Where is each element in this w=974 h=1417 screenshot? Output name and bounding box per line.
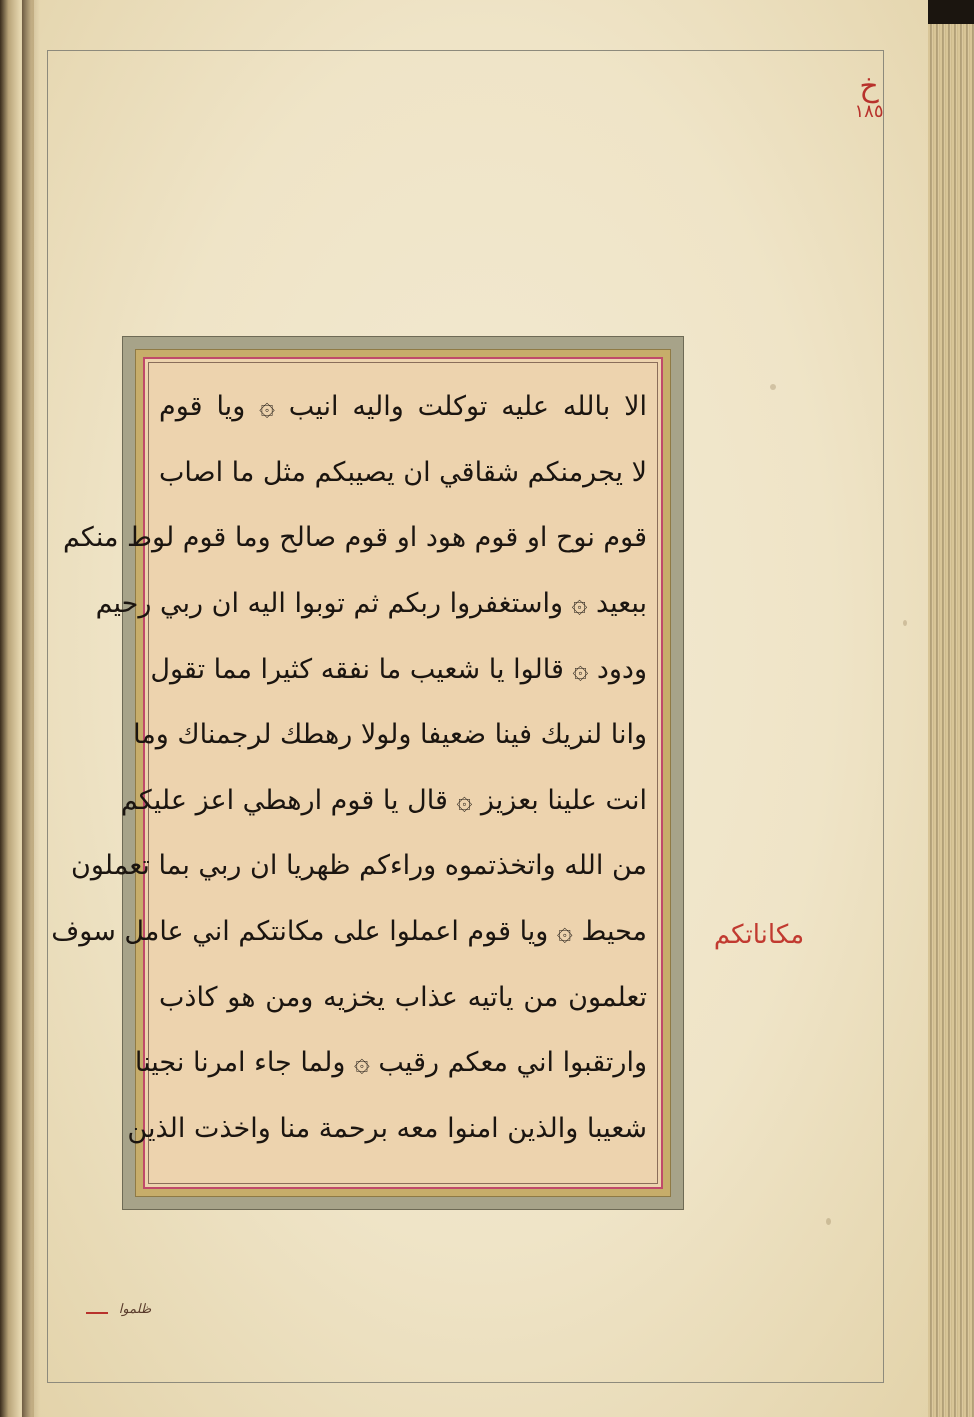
text-line: تعلمون من ياتيه عذاب يخزيه ومن هو كاذب [159, 981, 647, 1013]
text-line: لا يجرمنكم شقاقي ان يصيبكم مثل ما اصاب [159, 456, 647, 488]
paper-stain [826, 1218, 831, 1225]
margin-gloss: مكاناتكم [713, 920, 805, 950]
text-line: محيط ۞ ويا قوم اعملوا على مكانتكم اني عامل سوف [51, 916, 647, 947]
paper-stain [903, 620, 907, 626]
background-corner [928, 0, 974, 24]
folio-number [844, 69, 894, 126]
text-line: وارتقبوا اني معكم رقيب ۞ ولما جاء امرنا نجينا [134, 1047, 647, 1079]
text-line: وانا لنريك فينا ضعيفا ولولا رهطك لرجمناك وما [133, 719, 647, 751]
folio-mark: خ [859, 69, 879, 104]
text-panel-frame [51, 336, 684, 1210]
folio-numeral: ١٨٥ [854, 101, 884, 122]
text-line: انت علينا بعزيز ۞ قال يا قوم ارهطي اعز عليكم [120, 784, 647, 816]
page-fore-edge-stack [928, 0, 974, 1417]
text-line: الا بالله عليه توكلت واليه انيب ۞ ويا قوم [159, 391, 647, 422]
text-line: ببعيد ۞ واستغفروا ربكم ثم توبوا اليه ان ربي رحيم [95, 587, 647, 619]
text-line: من الله واتخذتموه وراءكم ظهريا ان ربي بما تعملون [71, 850, 647, 882]
paper-stain [770, 384, 776, 390]
binding-gutter [22, 0, 40, 1417]
text-line: ودود ۞ قالوا يا شعيب ما نفقه كثيرا مما تقول [150, 653, 647, 685]
gold-border [51, 349, 671, 1197]
catchword: ظلموا [118, 1302, 152, 1317]
text-line: شعيبا والذين امنوا معه برحمة منا واخذت الذين [127, 1112, 647, 1144]
text-line: قوم نوح او قوم هود او قوم صالح وما قوم لوط منكم [62, 522, 647, 554]
text-lines [51, 385, 647, 1167]
text-block [51, 357, 663, 1189]
